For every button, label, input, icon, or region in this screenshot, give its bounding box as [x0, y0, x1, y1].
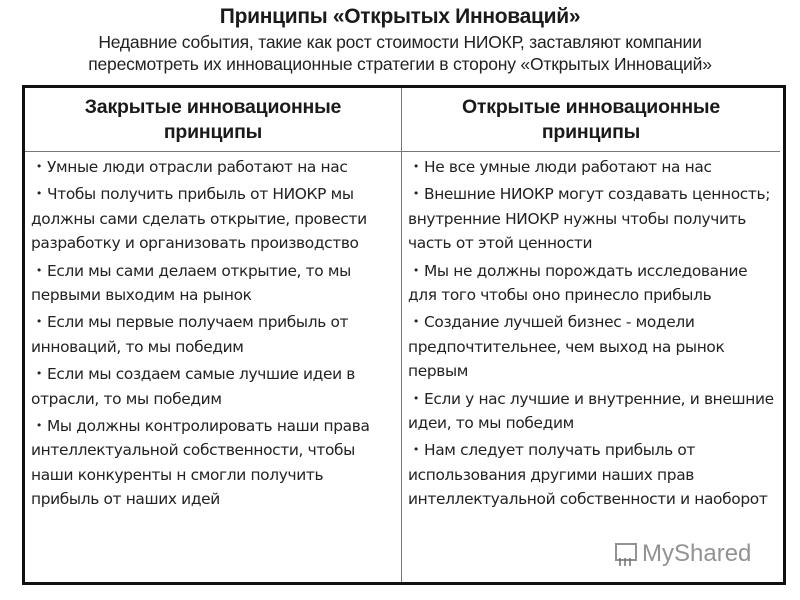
bullet-icon: •: [35, 419, 43, 433]
comparison-table: [22, 85, 786, 585]
list-item: [31, 182, 395, 255]
list-item-text: Чтобы получить прибыль от НИОКР мы должны сами сделать открытие, провести разработку и организовать производство: [31, 185, 367, 253]
list-item-text: Если мы создаем самые лучшие идеи в отрасли, то мы победим: [31, 365, 356, 408]
column-header-open: [402, 88, 780, 152]
page-subtitle: [0, 31, 800, 75]
list-item-text: Если мы первые получаем прибыль от инноваций, то мы победим: [31, 313, 349, 356]
bullet-icon: •: [35, 160, 43, 173]
list-item-text: Умные люди отрасли работают на нас: [47, 158, 348, 176]
bullet-icon: •: [412, 160, 420, 173]
list-item-text: Создание лучшей бизнес - модели предпочтительнее, чем выход на рынок первым: [408, 313, 725, 381]
list-item: [31, 414, 395, 512]
list-item-text: Внешние НИОКР могут создавать ценность; внутренние НИОКР нужны чтобы получить часть от этой ценности: [408, 185, 771, 253]
list-item: [31, 362, 395, 411]
open-principles-cell: [402, 152, 780, 582]
list-item-text: Не все умные люди работают на нас: [424, 158, 712, 176]
list-item: [408, 387, 774, 436]
list-item-text: Нам следует получать прибыль от использования другими наших прав интеллектуальной собственности и наоборот: [408, 441, 768, 509]
subtitle-line-1: Недавние события, такие как рост стоимости НИОКР, заставляют компании: [98, 32, 702, 52]
list-item: [408, 259, 774, 308]
bullet-icon: •: [35, 187, 43, 201]
list-item: [31, 155, 395, 179]
bullet-icon: •: [412, 187, 420, 201]
list-item-text: Если мы сами делаем открытие, то мы первыми выходим на рынок: [31, 261, 351, 305]
bullet-icon: •: [412, 315, 420, 329]
bullet-icon: •: [412, 391, 420, 405]
column-header-closed-line2: принципы: [163, 120, 263, 143]
list-item: [31, 259, 395, 308]
bullet-icon: •: [412, 443, 420, 457]
subtitle-line-2: пересмотреть их инновационные стратегии в сторону «Открытых Инноваций»: [88, 54, 712, 74]
bullet-icon: •: [35, 367, 43, 381]
page-title: Принципы «Открытых Инноваций»: [219, 5, 581, 28]
list-item: [408, 155, 774, 179]
column-header-closed-line1: Закрытые инновационные: [84, 95, 342, 118]
column-header-open-line2: принципы: [541, 120, 641, 143]
list-item-text: Если у нас лучшие и внутренние, и внешние идеи, то мы победим: [408, 389, 774, 433]
list-item: [408, 182, 774, 255]
column-header-closed: [25, 88, 402, 152]
bullet-icon: •: [412, 263, 420, 277]
closed-principles-cell: [25, 152, 402, 582]
bullet-icon: •: [35, 263, 43, 277]
bullet-icon: •: [35, 315, 43, 329]
list-item: [408, 310, 774, 383]
column-header-open-line1: Открытые инновационные: [461, 95, 721, 118]
watermark-text: MyShared: [642, 540, 752, 567]
list-item-text: Мы должны контролировать наши права интеллектуальной собственности, чтобы наши конкуренты н смогли получить прибыль от наших идей: [31, 417, 370, 509]
list-item: [31, 310, 395, 359]
list-item: [408, 438, 774, 511]
list-item-text: Мы не должны порождать исследование для того чтобы оно принесло прибыль: [408, 261, 748, 305]
